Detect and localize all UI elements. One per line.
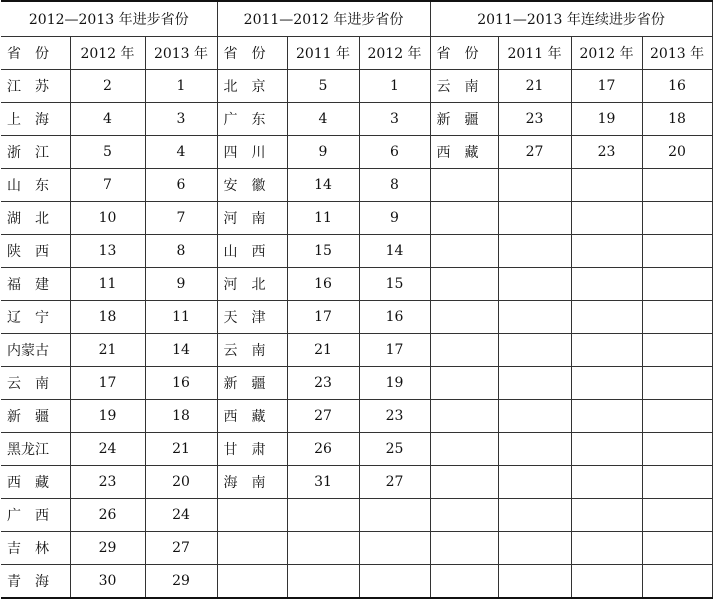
province-cell: 新 疆	[1, 400, 70, 433]
province-cell: 浙 江	[1, 136, 70, 169]
empty-cell	[359, 532, 430, 565]
empty-cell	[287, 532, 359, 565]
empty-cell	[430, 235, 498, 268]
province-cell: 内蒙古	[1, 334, 70, 367]
rank-cell: 3	[359, 103, 430, 136]
province-cell: 湖 北	[1, 202, 70, 235]
province-cell: 新 疆	[430, 103, 498, 136]
empty-cell	[642, 202, 712, 235]
column-header: 2012 年	[571, 37, 642, 70]
empty-cell	[642, 334, 712, 367]
rank-cell: 19	[571, 103, 642, 136]
province-cell: 青 海	[1, 565, 70, 599]
empty-cell	[430, 565, 498, 599]
rank-cell: 6	[359, 136, 430, 169]
rank-cell: 18	[642, 103, 712, 136]
table-body	[1, 70, 712, 599]
rank-cell: 24	[145, 499, 217, 532]
empty-cell	[571, 301, 642, 334]
rank-cell: 27	[498, 136, 571, 169]
table-row	[1, 103, 712, 136]
province-cell: 山 西	[217, 235, 287, 268]
empty-cell	[498, 202, 571, 235]
empty-cell	[571, 532, 642, 565]
empty-cell	[287, 565, 359, 599]
empty-cell	[430, 268, 498, 301]
rank-cell: 6	[145, 169, 217, 202]
group-title-2012-2013: 2012—2013 年进步省份	[1, 1, 217, 37]
rank-cell: 23	[571, 136, 642, 169]
empty-cell	[217, 532, 287, 565]
rank-cell: 7	[145, 202, 217, 235]
empty-cell	[642, 499, 712, 532]
rank-cell: 23	[70, 466, 145, 499]
empty-cell	[571, 565, 642, 599]
table-row	[1, 235, 712, 268]
rank-cell: 21	[70, 334, 145, 367]
rank-cell: 23	[287, 367, 359, 400]
empty-cell	[430, 301, 498, 334]
rank-cell: 24	[70, 433, 145, 466]
rank-cell: 27	[287, 400, 359, 433]
table-row	[1, 334, 712, 367]
rank-cell: 9	[287, 136, 359, 169]
province-cell: 陕 西	[1, 235, 70, 268]
rank-cell: 15	[359, 268, 430, 301]
empty-cell	[498, 400, 571, 433]
province-cell: 北 京	[217, 70, 287, 103]
empty-cell	[498, 499, 571, 532]
empty-cell	[359, 499, 430, 532]
table-row	[1, 466, 712, 499]
rank-cell: 18	[70, 301, 145, 334]
rank-cell: 4	[70, 103, 145, 136]
progress-provinces-table	[1, 0, 713, 599]
empty-cell	[498, 565, 571, 599]
empty-cell	[571, 367, 642, 400]
province-cell: 海 南	[217, 466, 287, 499]
table-row	[1, 400, 712, 433]
province-cell: 云 南	[430, 70, 498, 103]
province-cell: 天 津	[217, 301, 287, 334]
table-row	[1, 202, 712, 235]
rank-cell: 17	[70, 367, 145, 400]
province-cell: 西 藏	[217, 400, 287, 433]
rank-cell: 16	[287, 268, 359, 301]
empty-cell	[642, 301, 712, 334]
rank-cell: 14	[145, 334, 217, 367]
rank-cell: 1	[145, 70, 217, 103]
empty-cell	[498, 334, 571, 367]
table-row	[1, 136, 712, 169]
empty-cell	[642, 466, 712, 499]
rank-cell: 30	[70, 565, 145, 599]
rank-cell: 23	[498, 103, 571, 136]
province-cell: 西 藏	[1, 466, 70, 499]
province-cell: 广 西	[1, 499, 70, 532]
rank-cell: 10	[70, 202, 145, 235]
empty-cell	[498, 235, 571, 268]
rank-cell: 13	[70, 235, 145, 268]
column-header: 省 份	[217, 37, 287, 70]
column-header: 2013 年	[145, 37, 217, 70]
rank-cell: 8	[145, 235, 217, 268]
empty-cell	[287, 499, 359, 532]
province-cell: 辽 宁	[1, 301, 70, 334]
province-cell: 上 海	[1, 103, 70, 136]
table-row	[1, 301, 712, 334]
empty-cell	[571, 499, 642, 532]
rank-cell: 11	[287, 202, 359, 235]
province-cell: 新 疆	[217, 367, 287, 400]
empty-cell	[430, 532, 498, 565]
empty-cell	[498, 268, 571, 301]
rank-cell: 7	[70, 169, 145, 202]
rank-cell: 21	[287, 334, 359, 367]
province-cell: 河 北	[217, 268, 287, 301]
rank-cell: 2	[70, 70, 145, 103]
rank-cell: 21	[145, 433, 217, 466]
column-header: 省 份	[430, 37, 498, 70]
empty-cell	[498, 301, 571, 334]
province-cell: 黑龙江	[1, 433, 70, 466]
table-row	[1, 433, 712, 466]
table-row	[1, 169, 712, 202]
empty-cell	[642, 433, 712, 466]
empty-cell	[217, 565, 287, 599]
empty-cell	[217, 499, 287, 532]
rank-cell: 23	[359, 400, 430, 433]
rank-cell: 4	[287, 103, 359, 136]
column-header: 2011 年	[287, 37, 359, 70]
rank-cell: 9	[145, 268, 217, 301]
table-row	[1, 499, 712, 532]
rank-cell: 15	[287, 235, 359, 268]
rank-cell: 29	[145, 565, 217, 599]
rank-cell: 17	[359, 334, 430, 367]
rank-cell: 27	[359, 466, 430, 499]
rank-cell: 11	[70, 268, 145, 301]
rank-cell: 31	[287, 466, 359, 499]
empty-cell	[430, 202, 498, 235]
empty-cell	[498, 433, 571, 466]
table-row	[1, 565, 712, 599]
table-row	[1, 268, 712, 301]
empty-cell	[359, 565, 430, 599]
rank-cell: 18	[145, 400, 217, 433]
province-cell: 福 建	[1, 268, 70, 301]
rank-cell: 1	[359, 70, 430, 103]
empty-cell	[642, 235, 712, 268]
empty-cell	[571, 466, 642, 499]
group-title-2011-2013: 2011—2013 年连续进步省份	[430, 1, 712, 37]
empty-cell	[571, 334, 642, 367]
column-header: 2012 年	[359, 37, 430, 70]
empty-cell	[571, 202, 642, 235]
province-cell: 广 东	[217, 103, 287, 136]
empty-cell	[430, 334, 498, 367]
empty-cell	[642, 268, 712, 301]
province-cell: 河 南	[217, 202, 287, 235]
province-cell: 云 南	[1, 367, 70, 400]
province-cell: 安 徽	[217, 169, 287, 202]
empty-cell	[642, 169, 712, 202]
rank-cell: 21	[498, 70, 571, 103]
empty-cell	[571, 169, 642, 202]
empty-cell	[430, 499, 498, 532]
rank-cell: 26	[287, 433, 359, 466]
rank-cell: 26	[70, 499, 145, 532]
column-header: 省 份	[1, 37, 70, 70]
empty-cell	[642, 565, 712, 599]
province-cell: 云 南	[217, 334, 287, 367]
province-cell: 江 苏	[1, 70, 70, 103]
rank-cell: 3	[145, 103, 217, 136]
rank-cell: 9	[359, 202, 430, 235]
rank-cell: 17	[571, 70, 642, 103]
table-row	[1, 532, 712, 565]
rank-cell: 19	[70, 400, 145, 433]
province-cell: 山 东	[1, 169, 70, 202]
rank-cell: 16	[642, 70, 712, 103]
empty-cell	[642, 367, 712, 400]
empty-cell	[498, 466, 571, 499]
empty-cell	[571, 268, 642, 301]
rank-cell: 14	[359, 235, 430, 268]
empty-cell	[430, 466, 498, 499]
empty-cell	[642, 532, 712, 565]
empty-cell	[571, 433, 642, 466]
empty-cell	[430, 400, 498, 433]
empty-cell	[642, 400, 712, 433]
rank-cell: 27	[145, 532, 217, 565]
rank-cell: 20	[642, 136, 712, 169]
empty-cell	[430, 169, 498, 202]
empty-cell	[498, 169, 571, 202]
province-cell: 甘 肃	[217, 433, 287, 466]
rank-cell: 25	[359, 433, 430, 466]
rank-cell: 17	[287, 301, 359, 334]
rank-cell: 4	[145, 136, 217, 169]
rank-cell: 5	[287, 70, 359, 103]
province-cell: 吉 林	[1, 532, 70, 565]
empty-cell	[498, 367, 571, 400]
rank-cell: 14	[287, 169, 359, 202]
rank-cell: 29	[70, 532, 145, 565]
empty-cell	[498, 532, 571, 565]
rank-cell: 8	[359, 169, 430, 202]
group-title-2011-2012: 2011—2012 年进步省份	[217, 1, 430, 37]
column-header: 2013 年	[642, 37, 712, 70]
rank-cell: 16	[145, 367, 217, 400]
empty-cell	[571, 235, 642, 268]
rank-cell: 16	[359, 301, 430, 334]
rank-cell: 11	[145, 301, 217, 334]
rank-cell: 20	[145, 466, 217, 499]
column-header: 2012 年	[70, 37, 145, 70]
table-row	[1, 367, 712, 400]
table-row	[1, 70, 712, 103]
rank-cell: 5	[70, 136, 145, 169]
empty-cell	[430, 367, 498, 400]
province-cell: 四 川	[217, 136, 287, 169]
empty-cell	[430, 433, 498, 466]
province-cell: 西 藏	[430, 136, 498, 169]
empty-cell	[571, 400, 642, 433]
column-header: 2011 年	[498, 37, 571, 70]
rank-cell: 19	[359, 367, 430, 400]
